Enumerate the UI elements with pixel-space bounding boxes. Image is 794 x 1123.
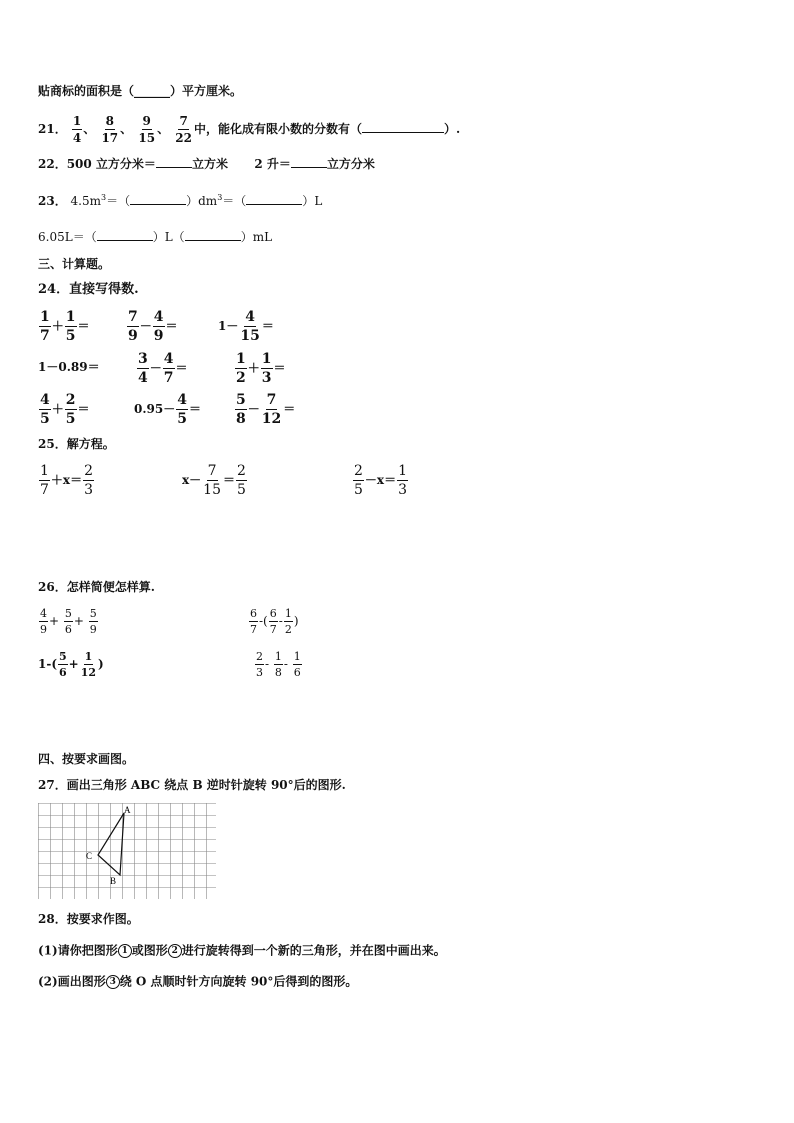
q26-item-4: $\frac{2}{3}$ - $\frac{1}{8}$ - $\frac{1}{6}$ <box>256 650 301 679</box>
question-28-line-2: (2)画出图形 3 绕 O 点顺时针方向旋转 90°后得到的图形。 <box>38 974 358 989</box>
answer-blank[interactable] <box>97 240 153 241</box>
grid-svg <box>38 803 216 899</box>
q26-item-2: $\frac{6}{7}$ -( $\frac{6}{7}$ - $\frac{1}{2}$ ) <box>250 607 299 636</box>
circled-number-2: 2 <box>168 944 182 958</box>
q24-item-1: $\frac{1}{7}$ ＋ $\frac{1}{5}$ ＝ <box>40 309 90 344</box>
question-23: 23． $4.5m^3=$（ ）$dm^3=$（ ）L <box>38 193 323 208</box>
q24-item-9: $\frac{5}{8}$ － $\frac{7}{12}$ ＝ <box>236 392 296 427</box>
question-22: 22．500 立方分米＝ 立方米 2 升＝ 立方分米 <box>38 157 375 171</box>
circled-number-1: 1 <box>118 944 132 958</box>
section-heading-3: 三、计算题。 <box>38 257 111 271</box>
point-b-label: B <box>110 876 117 886</box>
q25-equation-3: $\frac{2}{5}$ －x＝ $\frac{1}{3}$ <box>354 463 407 498</box>
question-26-title: 26．怎样简便怎样算. <box>38 580 155 594</box>
point-a-label: A <box>124 805 131 815</box>
answer-blank[interactable] <box>185 240 241 241</box>
question-28-line-1: (1)请你把图形 1 或图形 2 进行旋转得到一个新的三角形，并在图中画出来。 <box>38 943 446 958</box>
answer-blank[interactable] <box>156 167 192 168</box>
q24-item-5: $\frac{3}{4}$ － $\frac{4}{7}$ ＝ <box>138 351 188 386</box>
q26-item-3: 1-( $\frac{5}{6}$ + $\frac{1}{12}$ ) <box>38 650 104 679</box>
q24-item-6: $\frac{1}{2}$ ＋ $\frac{1}{3}$ ＝ <box>236 351 286 386</box>
answer-blank[interactable] <box>362 132 444 133</box>
q25-equation-2: x－ $\frac{7}{15}$ ＝ $\frac{2}{5}$ <box>182 463 246 498</box>
answer-blank[interactable] <box>130 204 186 205</box>
q21-text: 中，能化成有限小数的分数有（ <box>193 122 362 136</box>
question-27: 27．画出三角形 ABC 绕点 B 逆时针旋转 90°后的图形. <box>38 778 346 792</box>
q21-frac-3: $\frac{9}{15}$ <box>138 114 156 145</box>
q24-item-4: 1－0.89＝ <box>38 360 100 374</box>
q21-frac-1: $\frac{1}{4}$ <box>72 114 82 145</box>
answer-blank[interactable] <box>291 167 327 168</box>
triangle-abc <box>98 813 124 875</box>
q26-item-1: $\frac{4}{9}$ + $\frac{5}{6}$ + $\frac{5}{9}$ <box>40 607 97 636</box>
question-25-title: 25．解方程。 <box>38 437 115 451</box>
q21-number: 21． <box>38 122 67 136</box>
q24-item-7: $\frac{4}{5}$ ＋ $\frac{2}{5}$ ＝ <box>40 392 90 427</box>
section-heading-4: 四、按要求画图。 <box>38 752 135 766</box>
q24-item-3: 1－ $\frac{4}{15}$ ＝ <box>218 309 274 344</box>
q24-item-2: $\frac{7}{9}$ － $\frac{4}{9}$ ＝ <box>128 309 178 344</box>
question-24-title: 24．直接写得数. <box>38 282 139 297</box>
question-23-line-2: 6.05L＝（ ）L（ ）mL <box>38 230 273 244</box>
question-28-title: 28．按要求作图。 <box>38 912 139 926</box>
question-line-label-area: 贴商标的面积是（______）平方厘米。 <box>38 84 243 98</box>
q21-frac-4: $\frac{7}{22}$ <box>175 114 192 145</box>
q21-frac-2: $\frac{8}{17}$ <box>101 114 119 145</box>
q25-equation-1: $\frac{1}{7}$ ＋x＝ $\frac{2}{3}$ <box>40 463 93 498</box>
q24-item-8: 0.95－ $\frac{4}{5}$ ＝ <box>134 392 202 427</box>
point-c-label: C <box>86 851 93 861</box>
question-21: 21． $\frac{1}{4}$ 、 $\frac{8}{17}$ 、 $\frac{9}{15}$ 、 $\frac{7}{22}$ 中，能化成有限小数的分数有（ ）. <box>38 114 461 145</box>
grid-figure <box>38 803 216 899</box>
circled-number-3: 3 <box>106 975 120 989</box>
answer-blank[interactable] <box>246 204 302 205</box>
grid-lines <box>38 803 216 899</box>
